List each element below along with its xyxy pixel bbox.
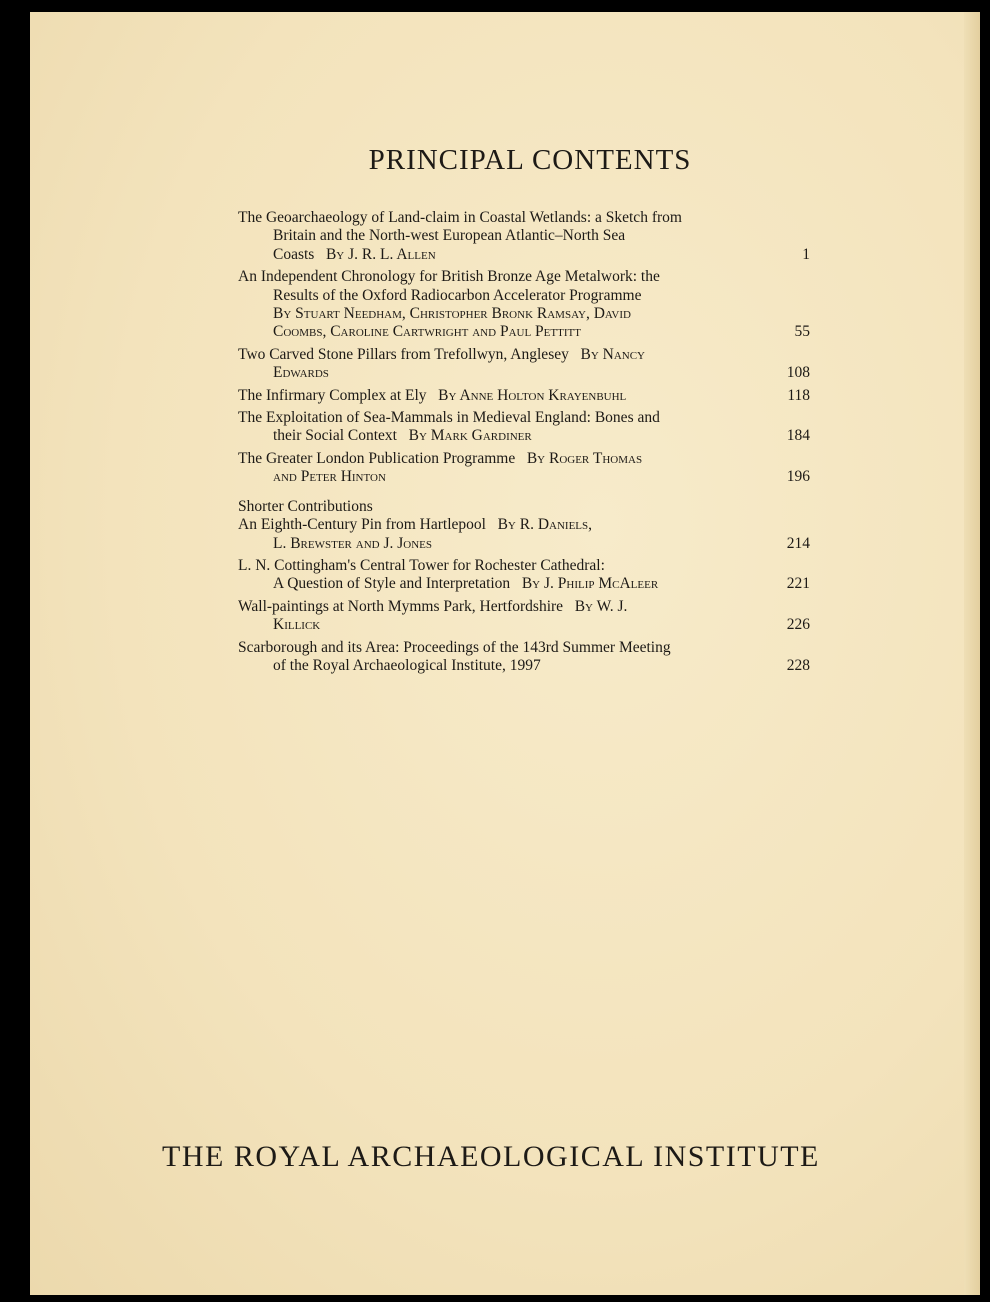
entry-title-line: Coasts (273, 245, 315, 263)
entry-author: Killick (273, 616, 321, 634)
entry-title-line: Results of the Oxford Radiocarbon Accelerator Programme (273, 286, 642, 304)
entry-title-line: their Social Context (273, 427, 397, 445)
entry-page-number: 228 (786, 656, 810, 674)
entry-title-line: An Independent Chronology for British Bronze Age Metalwork: the (238, 268, 660, 286)
entry-page-number: 226 (786, 616, 810, 634)
entry-page-number: 184 (786, 427, 810, 445)
toc-entry-eighth-century-pin (238, 516, 810, 553)
entry-title-line: Britain and the North-west European Atlantic–North Sea (273, 227, 626, 245)
entry-title-line: A Question of Style and Interpretation (273, 575, 511, 593)
toc-entry-sea-mammals (238, 409, 810, 446)
entry-author: By J. R. L. Allen (325, 245, 436, 263)
entry-author: By Nancy (580, 345, 646, 363)
entry-author: By R. Daniels, (497, 516, 593, 534)
toc-entry-infirmary-ely (238, 387, 810, 405)
spine-edge (964, 12, 980, 1295)
toc-entry-greater-london (238, 450, 810, 487)
entry-title-line: of the Royal Archaeological Institute, 1997 (273, 656, 541, 674)
toc-entry-rochester-tower (238, 557, 810, 594)
entry-page-number: 55 (794, 323, 810, 341)
toc-entry-bronze-age-chronology (238, 268, 810, 342)
entry-author: By J. Philip McAleer (521, 575, 659, 593)
entry-title-line: Two Carved Stone Pillars from Trefollwyn, Anglesey (238, 345, 569, 363)
entry-title-line: The Infirmary Complex at Ely (238, 386, 427, 404)
entry-page-number: 214 (786, 534, 810, 552)
entry-title-line: Scarborough and its Area: Proceedings of the 143rd Summer Meeting (238, 638, 671, 656)
entry-author: L. Brewster and J. Jones (273, 534, 433, 552)
back-cover (30, 12, 980, 1295)
entry-title-line: The Exploitation of Sea-Mammals in Medieval England: Bones and (238, 409, 660, 427)
entry-author: Coombs, Caroline Cartwright and Paul Pettitt (273, 323, 581, 341)
entry-author: By Stuart Needham, Christopher Bronk Ramsay, David (273, 305, 631, 323)
entry-page-number: 118 (787, 386, 810, 404)
entry-page-number: 1 (802, 245, 810, 263)
entry-title-line: The Geoarchaeology of Land-claim in Coastal Wetlands: a Sketch from (238, 209, 682, 226)
entry-title-line: The Greater London Publication Programme (238, 449, 516, 467)
page-title: PRINCIPAL CONTENTS (368, 144, 692, 176)
section-heading-shorter-contributions: Shorter Contributions (238, 497, 373, 515)
toc-entry-geoarchaeology (238, 209, 810, 264)
entry-author: By W. J. (574, 597, 628, 615)
entry-title-line: L. N. Cottingham's Central Tower for Rochester Cathedral: (238, 556, 605, 574)
toc-entry-carved-stone-pillars (238, 346, 810, 383)
entry-author: By Roger Thomas (526, 449, 643, 467)
toc-entry-wall-paintings (238, 598, 810, 635)
entry-page-number: 108 (786, 364, 810, 382)
entry-title-line: An Eighth-Century Pin from Hartlepool (238, 516, 486, 534)
entry-author: By Anne Holton Krayenbuhl (438, 386, 627, 404)
entry-page-number: 196 (786, 468, 810, 486)
entry-author: Edwards (273, 364, 329, 382)
entry-author: and Peter Hinton (273, 468, 386, 486)
entry-page-number: 221 (786, 575, 810, 593)
toc-entry-scarborough (238, 639, 810, 676)
entry-title-line: Wall-paintings at North Mymms Park, Hertfordshire (238, 597, 564, 615)
table-of-contents (238, 209, 810, 679)
entry-author: By Mark Gardiner (408, 427, 532, 445)
publisher-name: THE ROYAL ARCHAEOLOGICAL INSTITUTE (162, 1140, 820, 1173)
